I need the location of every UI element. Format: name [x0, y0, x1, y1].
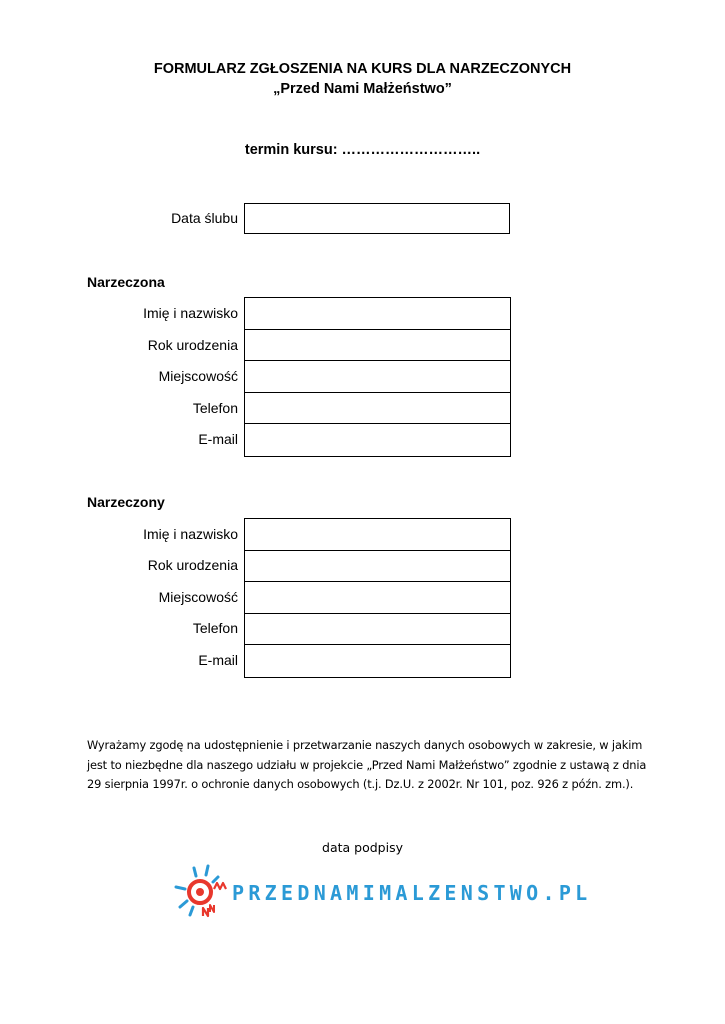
wedding-date-label: Data ślubu	[171, 210, 238, 226]
form-subtitle: „Przed Nami Małżeństwo”	[273, 81, 452, 97]
groom-fields-table	[244, 518, 511, 678]
groom-heading: Narzeczony	[87, 494, 165, 510]
project-logo	[168, 860, 608, 926]
bride-city-field[interactable]	[245, 361, 510, 393]
groom-city-field[interactable]	[245, 582, 510, 614]
bride-phone-field[interactable]	[245, 393, 510, 425]
bride-email-field[interactable]	[245, 424, 510, 456]
course-date-line: termin kursu: ………………………..	[244, 142, 481, 158]
wedding-date-field[interactable]	[244, 203, 510, 234]
bride-birth-year-field[interactable]	[245, 330, 510, 362]
groom-phone-field[interactable]	[245, 614, 510, 646]
bride-email-label: E-mail	[198, 431, 238, 447]
bride-heading: Narzeczona	[87, 274, 165, 290]
groom-name-label: Imię i nazwisko	[143, 526, 238, 542]
form-title: FORMULARZ ZGŁOSZENIA NA KURS DLA NARZECZONYCH	[153, 61, 572, 77]
groom-name-field[interactable]	[245, 519, 510, 551]
bride-birth-year-label: Rok urodzenia	[147, 337, 238, 353]
logo-text: PRZEDNAMIMALZENSTWO.PL	[232, 881, 592, 905]
groom-birth-year-field[interactable]	[245, 551, 510, 583]
bride-name-label: Imię i nazwisko	[143, 305, 238, 321]
groom-birth-year-label: Rok urodzenia	[147, 557, 238, 573]
bride-city-label: Miejscowość	[158, 368, 238, 384]
sun-icon	[176, 866, 226, 916]
groom-email-field[interactable]	[245, 645, 510, 677]
consent-text	[87, 736, 657, 795]
groom-city-label: Miejscowość	[158, 589, 238, 605]
groom-email-label: E-mail	[198, 652, 238, 668]
consent-line: Wyrażamy zgodę na udostępnienie i przetwarzanie naszych danych osobowych w zakresie, w jakim	[87, 738, 643, 752]
bride-name-field[interactable]	[245, 298, 510, 330]
signature-line: data podpisy	[322, 840, 403, 855]
groom-phone-label: Telefon	[192, 620, 238, 636]
consent-line: 29 sierpnia 1997r. o ochronie danych osobowych (t.j. Dz.U. z 2002r. Nr 101, poz. 926 z późn. zm.).	[87, 777, 634, 791]
bride-fields-table	[244, 297, 511, 457]
bride-phone-label: Telefon	[192, 400, 238, 416]
consent-line: jest to niezbędne dla naszego udziału w projekcie „Przed Nami Małżeństwo” zgodnie z ustawą z dnia	[87, 757, 647, 772]
